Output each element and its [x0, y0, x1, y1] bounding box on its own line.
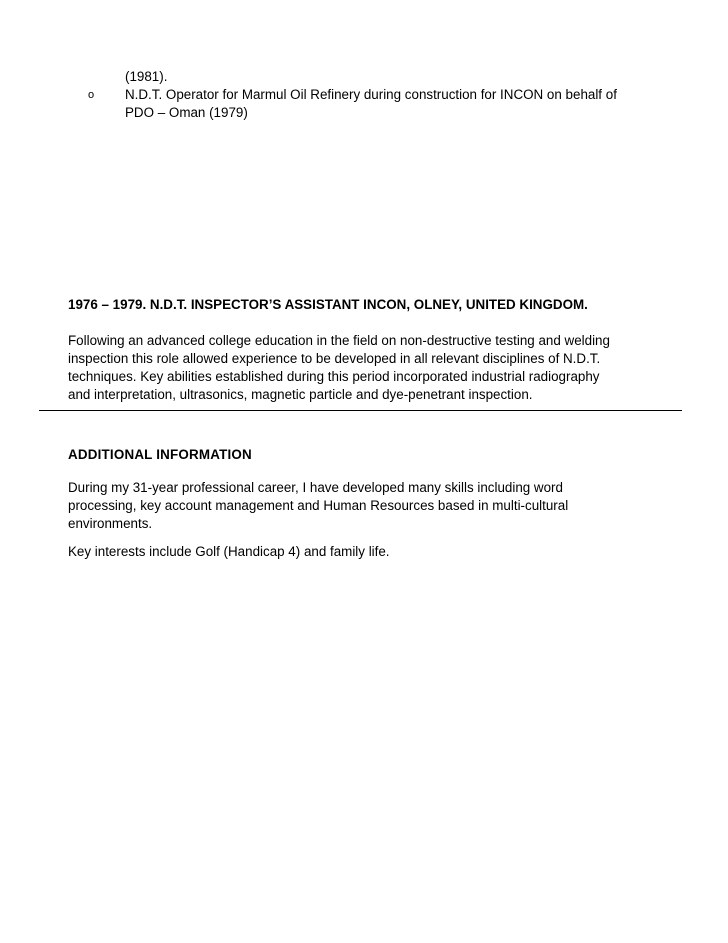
career-summary — [68, 479, 688, 533]
list-item-line: PDO – Oman (1979) — [125, 105, 248, 120]
role-description — [68, 332, 688, 404]
paragraph-line: inspection this role allowed experience to be developed in all relevant disciplines of N.D.T. — [68, 351, 601, 366]
paragraph-line: processing, key account management and Human Resources based in multi-cultural — [68, 498, 569, 513]
paragraph-line: Following an advanced college education in the field on non-destructive testing and welding — [68, 333, 610, 348]
additional-information-heading: ADDITIONAL INFORMATION — [68, 447, 252, 462]
paragraph-line: techniques. Key abilities established during this period incorporated industrial radiography — [68, 369, 600, 384]
paragraph-line: During my 31-year professional career, I have developed many skills including word — [68, 480, 563, 495]
interests-text: Key interests include Golf (Handicap 4) and family life. — [68, 544, 390, 559]
paragraph-line: environments. — [68, 516, 153, 531]
paragraph-line: and interpretation, ultrasonics, magnetic particle and dye-penetrant inspection. — [68, 387, 533, 402]
list-item-line: N.D.T. Operator for Marmul Oil Refinery during construction for INCON on behalf of — [125, 87, 617, 102]
role-heading: 1976 – 1979. N.D.T. INSPECTOR’S ASSISTANT INCON, OLNEY, UNITED KINGDOM. — [68, 297, 588, 312]
section-divider — [39, 410, 682, 411]
continued-item-text: (1981). — [125, 69, 168, 84]
hollow-bullet-icon: o — [88, 89, 95, 101]
list-item-text — [125, 86, 685, 122]
